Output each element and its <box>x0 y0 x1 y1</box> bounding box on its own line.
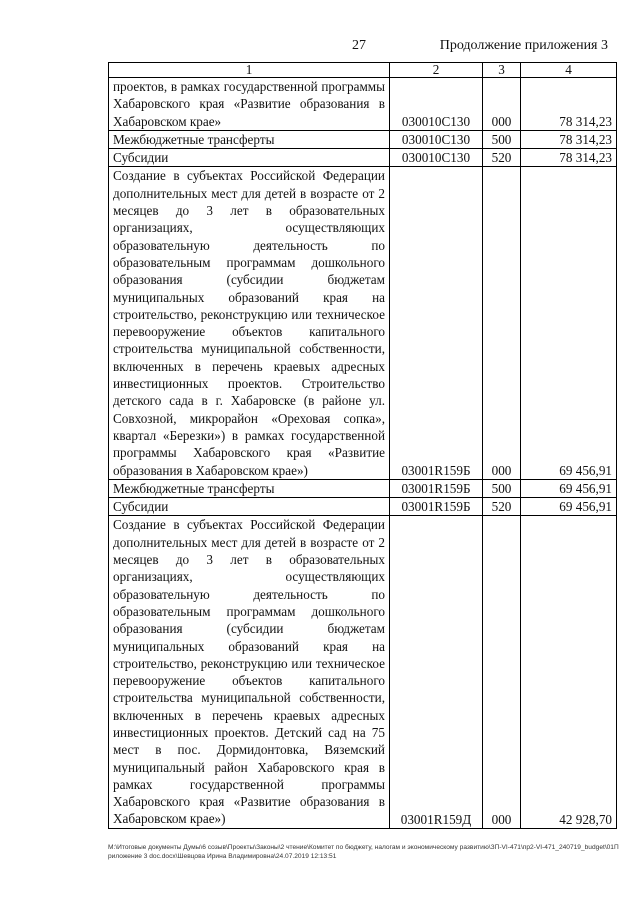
row-code: 030010С130 <box>390 78 483 131</box>
row-code: 03001R159Д <box>390 516 483 828</box>
row-type: 500 <box>483 479 521 497</box>
row-type: 000 <box>483 167 521 479</box>
row-code: 03001R159Б <box>390 479 483 497</box>
row-amount: 69 456,91 <box>521 498 617 516</box>
table-row <box>109 498 617 516</box>
row-amount: 69 456,91 <box>521 479 617 497</box>
row-name: проектов, в рамках государственной программы Хабаровского края «Развитие образования в Хабаровском крае» <box>109 78 390 131</box>
row-name: Создание в субъектах Российской Федерации дополнительных мест для детей в возрасте от 2 месяцев до 3 лет в образовательных организациях, осуществляющих образовательную деятельность по образовательным программам дошкольного образования (субсидии бюджетам муниципальных образований края на строительство, реконструкцию или техническое перевооружение объектов капитального строительства муниципальной собственности, включенных в перечень краевых адресных инвестиционных проектов. Строительство детского сада в г. Хабаровске (в районе ул. Совхозной, микрорайон «Ореховая сопка», квартал «Березки») в рамках государственной программы Хабаровского края «Развитие образования в Хабаровском крае») <box>109 167 390 479</box>
row-name: Субсидии <box>109 498 390 516</box>
row-amount: 69 456,91 <box>521 167 617 479</box>
file-path-footer: M:\Итоговые документы Думы\6 созыв\Проекты\Законы\2 чтение\Комитет по бюджету, налогам и экономическому развитию\ЗП-VI-471\пр2-VI-471_240719_budget\01Приложение 3 doc.docx\Шевцова Ирина Владимировна\24.07.2019 12:13:51 <box>108 844 619 860</box>
column-header: 4 <box>521 63 617 78</box>
row-amount: 78 314,23 <box>521 78 617 131</box>
row-type: 000 <box>483 78 521 131</box>
row-amount: 78 314,23 <box>521 149 617 167</box>
row-type: 520 <box>483 149 521 167</box>
row-code: 03001R159Б <box>390 498 483 516</box>
row-name: Межбюджетные трансферты <box>109 479 390 497</box>
table-row <box>109 167 617 479</box>
row-amount: 78 314,23 <box>521 130 617 148</box>
row-type: 500 <box>483 130 521 148</box>
row-name: Межбюджетные трансферты <box>109 130 390 148</box>
column-header: 3 <box>483 63 521 78</box>
page-number: 27 <box>352 38 366 53</box>
continuation-label: Продолжение приложения 3 <box>439 38 608 53</box>
row-code: 030010С130 <box>390 130 483 148</box>
row-name: Субсидии <box>109 149 390 167</box>
table-row <box>109 78 617 131</box>
table-row <box>109 516 617 828</box>
column-header: 2 <box>390 63 483 78</box>
table-row <box>109 149 617 167</box>
row-code: 030010С130 <box>390 149 483 167</box>
table-header-row <box>109 63 617 78</box>
row-amount: 42 928,70 <box>521 516 617 828</box>
budget-table <box>108 62 617 829</box>
column-header: 1 <box>109 63 390 78</box>
row-type: 000 <box>483 516 521 828</box>
row-code: 03001R159Б <box>390 167 483 479</box>
table-row <box>109 130 617 148</box>
row-name: Создание в субъектах Российской Федерации дополнительных мест для детей в возрасте от 2 месяцев до 3 лет в образовательных организациях, осуществляющих образовательную деятельность по образовательным программам дошкольного образования (субсидии бюджетам муниципальных образований края на строительство, реконструкцию или техническое перевооружение объектов капитального строительства муниципальной собственности, включенных в перечень краевых адресных инвестиционных проектов. Детский сад на 75 мест в пос. Дормидонтовка, Вяземский муниципальный район Хабаровского края в рамках государственной программы Хабаровского края «Развитие образования в Хабаровском крае») <box>109 516 390 828</box>
table-row <box>109 479 617 497</box>
row-type: 520 <box>483 498 521 516</box>
